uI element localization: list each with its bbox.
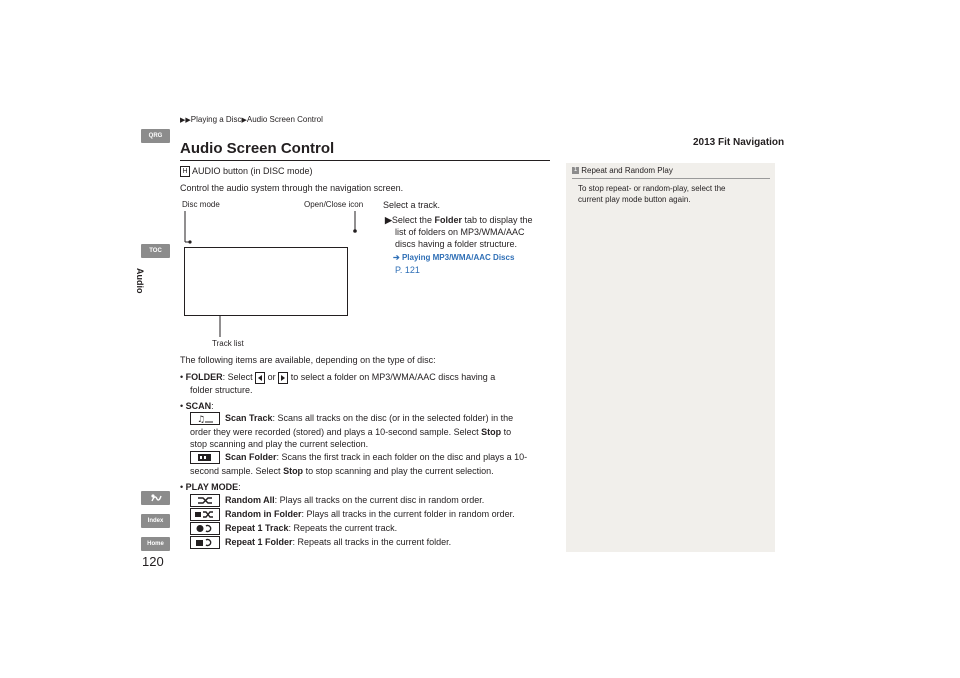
folder-item-text-c: to select a folder on MP3/WMA/AAC discs having a: [288, 372, 496, 382]
sub-step-line3: discs having a folder structure.: [395, 239, 518, 249]
scan-track-line1: [190, 412, 513, 425]
play-mode-repeat-folder: [190, 536, 451, 549]
repeat-1-track-label: Repeat 1 Track: [225, 523, 289, 533]
scan-track-line3: stop scanning and play the current selection.: [190, 439, 369, 449]
tab-home[interactable]: Home: [141, 537, 170, 551]
items-intro: The following items are available, depending on the type of disc:: [180, 355, 436, 365]
random-all-text: : Plays all tracks on the current disc in random order.: [274, 495, 485, 505]
tab-qrg[interactable]: QRG: [141, 129, 170, 143]
hard-key-icon: H: [180, 166, 190, 177]
random-all-label: Random All: [225, 495, 275, 505]
scan-track-icon: [190, 412, 220, 425]
scan-track-text2b: to: [501, 427, 512, 437]
folder-tab-label: Folder: [434, 215, 462, 225]
brand-header: 2013 Fit Navigation: [693, 137, 785, 148]
play-mode-colon: :: [238, 482, 241, 492]
sub-step-prefix: Select the: [391, 215, 435, 225]
folder-next-button-icon: [278, 372, 288, 384]
audio-screen-illustration: [184, 247, 348, 316]
reference-icon: ➔: [393, 253, 400, 262]
bullet: •: [180, 482, 186, 492]
play-mode-label: PLAY MODE: [185, 482, 239, 492]
random-in-folder-text: : Plays all tracks in the current folder in random order.: [301, 509, 515, 519]
side-note-title: Repeat and Random Play: [581, 166, 673, 175]
play-mode-item: [180, 481, 241, 494]
title-divider: [180, 160, 550, 161]
play-mode-random-folder: [190, 508, 515, 521]
folder-item-line2: folder structure.: [190, 385, 253, 395]
sub-step-rest: tab to display the: [461, 215, 533, 225]
folder-item-label: FOLDER: [185, 372, 223, 382]
label-disc-mode: Disc mode: [182, 200, 220, 209]
scan-folder-line2: [190, 465, 494, 478]
breadcrumb-item-current: Audio Screen Control: [246, 115, 323, 124]
breadcrumb-item-playing-a-disc[interactable]: Playing a Disc: [190, 115, 242, 124]
scan-track-label: Scan Track: [225, 413, 273, 423]
voice-icon: [149, 492, 163, 504]
cross-reference-link[interactable]: [393, 252, 514, 265]
scan-track-text1: : Scans all tracks on the disc (or in the selected folder) in the: [272, 413, 514, 423]
scan-track-line2: [190, 426, 511, 439]
page-number: 120: [142, 554, 164, 569]
scan-folder-line1: [190, 451, 527, 464]
scan-item: [180, 400, 214, 413]
repeat-1-folder-icon: [190, 536, 220, 549]
random-all-icon: [190, 494, 220, 507]
side-note-heading: [572, 166, 673, 175]
scan-folder-text2b: to stop scanning and play the current selection.: [303, 466, 494, 476]
bullet: •: [180, 372, 186, 382]
cross-reference-page[interactable]: P. 121: [395, 265, 420, 275]
side-note-panel: [566, 163, 775, 552]
repeat-1-track-text: : Repeats the current track.: [288, 523, 398, 533]
sub-step: [385, 214, 533, 227]
side-note-line1: To stop repeat- or random-play, select the: [578, 184, 726, 193]
folder-prev-button-icon: [255, 372, 265, 384]
bullet: •: [180, 401, 186, 411]
folder-item-text-a: : Select: [222, 372, 256, 382]
random-in-folder-label: Random in Folder: [225, 509, 302, 519]
stop-label: Stop: [283, 466, 304, 476]
stop-label: Stop: [481, 427, 502, 437]
svg-text:♫: ♫: [197, 415, 206, 425]
scan-folder-text1: : Scans the first track in each folder on the disc and plays a 10-: [276, 452, 528, 462]
breadcrumb: [180, 115, 323, 124]
scan-item-colon: :: [211, 401, 214, 411]
label-open-close: Open/Close icon: [304, 200, 364, 209]
scan-folder-label: Scan Folder: [225, 452, 277, 462]
page-title: Audio Screen Control: [180, 140, 335, 157]
label-track-list: Track list: [212, 339, 244, 348]
breadcrumb-arrow-icon: ▶: [241, 117, 247, 124]
scan-folder-text2a: second sample. Select: [190, 466, 284, 476]
play-mode-repeat-track: [190, 522, 397, 535]
tab-index[interactable]: Index: [141, 514, 170, 528]
cross-reference-title: Playing MP3/WMA/AAC Discs: [401, 253, 515, 262]
tab-audio[interactable]: Audio: [135, 268, 145, 294]
note-icon: 1: [573, 167, 578, 174]
tab-toc[interactable]: TOC: [141, 244, 170, 258]
sub-step-line2: list of folders on MP3/WMA/AAC: [395, 227, 525, 237]
repeat-1-folder-label: Repeat 1 Folder: [225, 537, 293, 547]
side-note-line2: current play mode button again.: [578, 195, 691, 204]
folder-item-text-b: or: [265, 372, 279, 382]
folder-item: [180, 371, 495, 384]
scan-item-label: SCAN: [185, 401, 212, 411]
side-note-body: [578, 183, 768, 205]
repeat-1-track-icon: [190, 522, 220, 535]
scan-folder-icon: [190, 451, 220, 464]
random-in-folder-icon: [190, 508, 220, 521]
breadcrumb-arrow-icon: ▶▶: [180, 117, 191, 124]
hard-key-line: [180, 165, 313, 178]
hard-key-text: AUDIO button (in DISC mode): [192, 166, 313, 176]
step-text: Select a track.: [383, 200, 441, 210]
sub-step-arrow-icon: ▶: [385, 215, 392, 225]
play-mode-random-all: [190, 494, 484, 507]
repeat-1-folder-text: : Repeats all tracks in the current folder.: [292, 537, 452, 547]
tab-voice[interactable]: [141, 491, 170, 505]
side-note-divider: [572, 178, 770, 179]
scan-track-text2a: order they were recorded (stored) and plays a 10-second sample. Select: [190, 427, 482, 437]
intro-description: Control the audio system through the navigation screen.: [180, 183, 404, 193]
